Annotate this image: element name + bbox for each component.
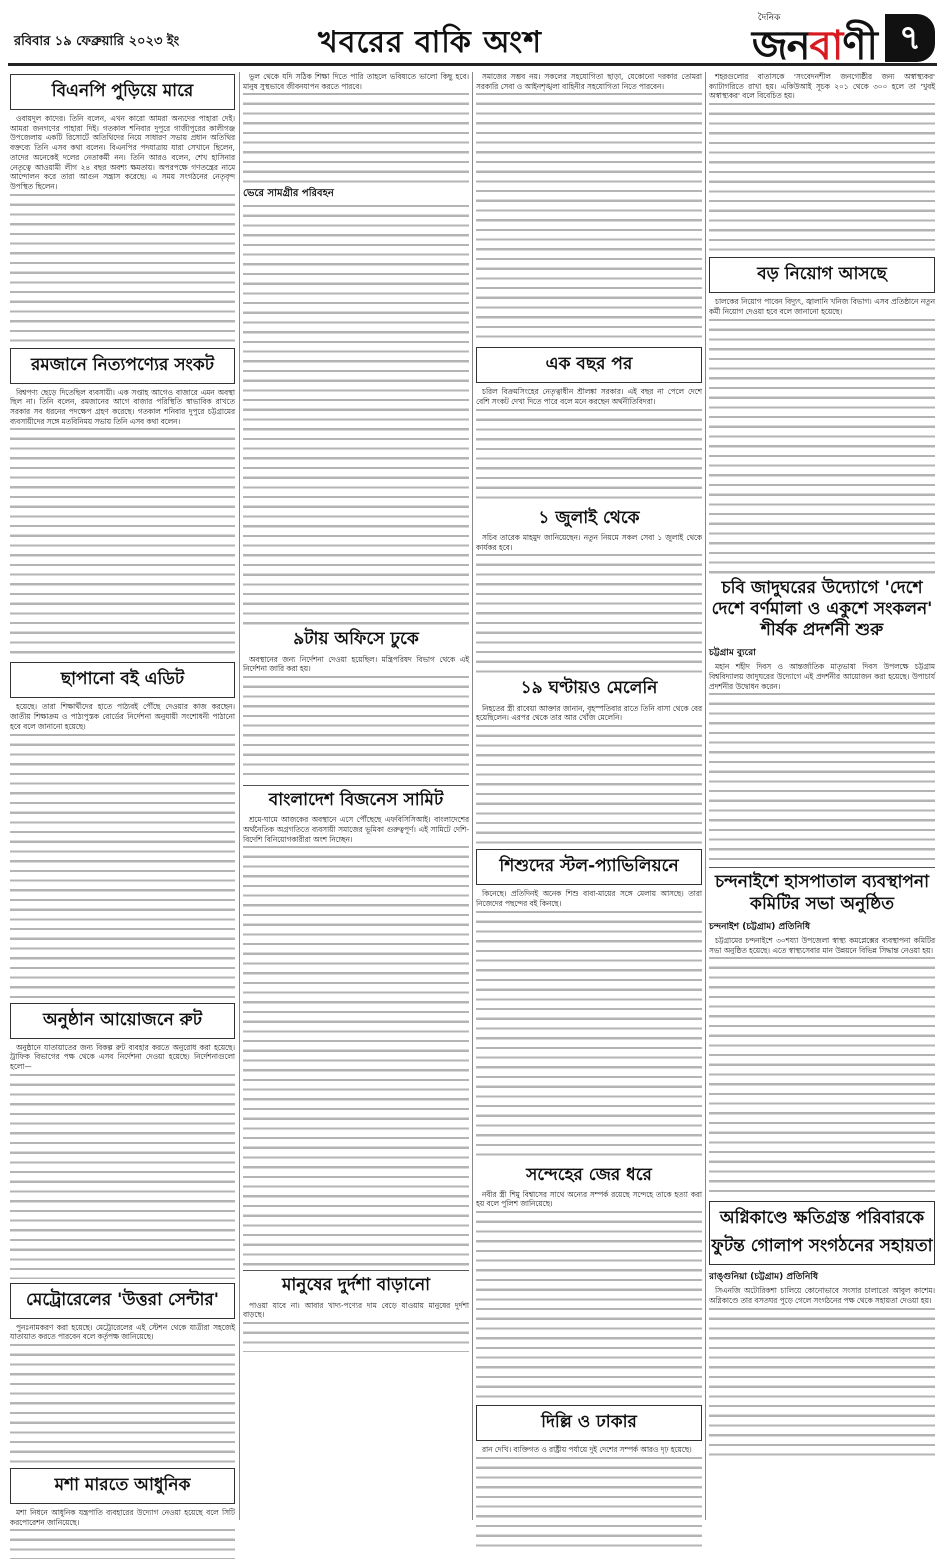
article-body	[10, 1043, 235, 1279]
masthead	[8, 8, 937, 69]
article-body	[709, 662, 935, 863]
article-body	[476, 387, 702, 503]
text-lines	[476, 93, 702, 343]
headline: সন্দেহের জের ধরে	[526, 1164, 652, 1185]
text-lines	[709, 957, 935, 1197]
text-lines	[243, 93, 469, 183]
text-lines	[476, 1211, 702, 1401]
article-summit	[243, 790, 469, 1266]
headline: ছাপানো বই এডিট	[10, 662, 235, 698]
page-number: ৭	[885, 14, 935, 62]
headline: দিল্লি ও ঢাকার	[476, 1405, 702, 1441]
article-july	[476, 508, 702, 675]
headline: অনুষ্ঠান আয়োজনে রুট	[10, 1003, 235, 1039]
byline: চট্টগ্রাম ব্যুরো	[709, 648, 756, 659]
article-body	[10, 114, 235, 344]
column-divider	[239, 72, 240, 1520]
paragraph: পুনঃনামকরণ করা হয়েছে। মেট্রোরেলের এই স্টেশন থেকে যাত্রীরা সহজেই যাতায়াত করতে পারবেন বলে কর্তৃপক্ষ জানিয়েছে।	[10, 1322, 235, 1342]
logo-part-2: ব	[809, 23, 843, 69]
paragraph: রান দেখি। ব্যক্তিগত ও রাষ্ট্রীয় পর্যায়ে দুই দেশের সম্পর্ক আরও দৃঢ় হয়েছে।	[482, 1445, 692, 1455]
text-lines	[10, 1074, 235, 1279]
headline: বড় নিয়োগ আসছে	[709, 257, 935, 293]
article-ramadan	[10, 348, 235, 659]
article-metro	[10, 1283, 235, 1464]
article-continued	[243, 72, 469, 625]
article-misery	[243, 1275, 469, 1352]
text-lines	[476, 725, 702, 845]
headline: ১ জুলাই থেকে	[538, 507, 640, 528]
article-body	[709, 297, 935, 573]
paragraph: হয়েছে। তারা শিক্ষার্থীদের হাতে পাঠ্যবই পৌঁছে দেওয়ার কাজ করছেন। জাতীয় শিক্ষাক্রম ও পাঠ্যপুস্তক বোর্ডের নির্দেশনা অনুযায়ী সংশোধনী পাঠানো হবে বলে জানানো হয়েছে।	[10, 702, 235, 731]
text-lines	[10, 734, 235, 999]
article-body	[10, 1508, 235, 1559]
paragraph: পাওয়া যাবে না। আবার খাদ্য-পণ্যের দাম বেড়ে যাওয়ায় মানুষের দুর্দশা বাড়ছে।	[243, 1300, 469, 1320]
article-body	[243, 815, 469, 1266]
article-continued	[709, 72, 935, 253]
article-body	[709, 936, 935, 1197]
paragraph: শ্রমে-ঘামে আজকের অবস্থানে এসে পৌঁছেছে এফবিসিসিআই। বাংলাদেশের অর্থনৈতিক অগ্রগতিতে ব্যবসায়ী সমাজের ভূমিকা গুরুত্বপূর্ণ। এই সামিটে দেশি-বিদেশি বিনিয়োগকারীরা অংশ নিচ্ছেন।	[243, 815, 469, 844]
paragraph: নবীর স্ত্রী শিমু বিশ্বাসের সাথে অন্যের সম্পর্ক রয়েছে সন্দেহে তাকে হত্যা করা হয় বলে পুলিশ জানিয়েছে।	[476, 1189, 702, 1209]
article-mosquito	[10, 1468, 235, 1559]
divider	[243, 785, 469, 786]
headline: চবি জাদুঘরের উদ্যোগে 'দেশে দেশে বর্ণমালা ও একুশে সংকলন' শীর্ষক প্রদর্শনী শুরু	[711, 577, 933, 641]
paragraph: কিনেছে। প্রতিদিনই অনেক শিশু বাবা-মায়ের সঙ্গে মেলায় আসছে। তারা নিজেদের পছন্দের বই কিনছে।	[476, 889, 702, 908]
divider	[709, 867, 935, 868]
article-body	[10, 388, 235, 659]
text-lines	[10, 1344, 235, 1464]
article-body	[10, 1323, 235, 1464]
article-appointment	[709, 257, 935, 573]
article-fire	[709, 1201, 935, 1457]
headline: মশা মারতে আধুনিক	[10, 1468, 235, 1504]
article-body	[476, 1445, 702, 1547]
newspaper-logo	[752, 10, 877, 67]
text-lines	[709, 1308, 935, 1458]
text-lines	[243, 1322, 469, 1352]
paragraph: সচিব তারেক মাহমুদ জানিয়েছেন। নতুন নিয়মে সকল সেবা ১ জুলাই থেকে কার্যকর হবে।	[476, 533, 702, 552]
text-lines	[476, 911, 702, 1161]
paragraph: মহান শহীদ দিবস ও আন্তর্জাতিক মাতৃভাষা দিবস উপলক্ষে চট্টগ্রাম বিশ্ববিদ্যালয় জাদুঘরের উদ্যোগে এই প্রদর্শনীর আয়োজন করা হয়েছে। উপাচার্য প্রদর্শনীর উদ্বোধন করেন।	[709, 662, 935, 691]
article-nineteen-hours	[476, 678, 702, 845]
paragraph: চালকের নিয়োগ পাবেন বিদ্যুৎ, জ্বালানি খনিজ বিভাগ। এসব প্রতিষ্ঠানে নতুন কর্মী নিয়োগ দেওয়া হবে বলে জানানো হয়েছে।	[709, 297, 935, 316]
article-hospital	[709, 872, 935, 1197]
headline: শিশুদের স্টল-প্যাভিলিয়নে	[476, 849, 702, 885]
text-lines	[243, 205, 469, 625]
article-one-year	[476, 347, 702, 503]
paragraph: ভুল থেকে যদি সঠিক শিক্ষা দিতে পারি তাহলে ভবিষ্যতে ভালো কিছু হবে। মানুষ সুস্থভাবে জীবনযাপন করতে পারবে।	[243, 72, 469, 91]
article-body	[476, 533, 702, 674]
text-lines	[243, 846, 469, 1266]
headline: মানুষের দুর্দশা বাড়ানো	[281, 1275, 431, 1296]
logo-part-3: াণী	[842, 23, 877, 69]
article-body	[476, 1190, 702, 1401]
article-museum	[709, 578, 935, 864]
article-body	[476, 72, 702, 343]
article-body	[243, 205, 469, 625]
article-body	[10, 702, 235, 998]
headline: বিএনপি পুড়িয়ে মারে	[10, 74, 235, 110]
article-program	[10, 1003, 235, 1279]
column-1	[10, 72, 235, 1527]
headline: অগ্নিকাণ্ডে ক্ষতিগ্রস্ত পরিবারকে ফুটন্ত গোলাপ সংগঠনের সহায়তা	[709, 1201, 935, 1265]
headline: রমজানে নিত্যপণ্যের সংকট	[10, 348, 235, 384]
text-lines	[476, 554, 702, 674]
headline: বাংলাদেশ বিজনেস সামিট	[268, 790, 444, 811]
logo-wordmark	[752, 23, 877, 69]
paragraph: সিএনজি অটোরিকশা চালিয়ে কোনোভাবে সংসার চালাতো আবুল কাশেম। অগ্নিকাণ্ডে তার বসতঘর পুড়ে গেলে সংগঠনের পক্ষ থেকে সহায়তা দেওয়া হয়।	[709, 1286, 935, 1305]
article-office	[243, 629, 469, 781]
paragraph: মশা নিধনে আধুনিক যন্ত্রপাতি ব্যবহারের উদ্যোগ নেওয়া হয়েছে বলে সিটি করপোরেশন জানিয়েছে।	[10, 1508, 235, 1527]
article-body	[243, 1301, 469, 1352]
byline: রাঙ্গুনিয়া (চট্টগ্রাম) প্রতিনিধি	[709, 1272, 818, 1283]
text-lines	[709, 693, 935, 863]
article-body	[243, 72, 469, 183]
article-bnp	[10, 74, 235, 344]
paragraph: বিশ্বপণ্য ছেড়ে দিতেছিল ব্যবসায়ী। এক সপ্তাহ আগেও বাজারে এমন অবস্থা ছিল না। তিনি বলেন, রমজানের আগে বাজার পরিস্থিতি স্বাভাবিক রাখতে সরকার সব ধরনের পদক্ষেপ গ্রহণ করেছে। গতকাল শনিবার দুপুরে চট্টগ্রামের ব্যবসায়ীদের সঙ্গে মতবিনিময় সভায় তিনি এসব কথা বলেন।	[10, 387, 235, 426]
paragraph: চট্টগ্রামের চন্দনাইশে ৩০শয্যা উপজেলা স্বাস্থ্য কমপ্লেক্সের ব্যবস্থাপনা কমিটির সভা অনুষ্ঠিত হয়েছে। এতে স্বাস্থ্যসেবার মান উন্নয়নে বিভিন্ন সিদ্ধান্ত নেওয়া হয়।	[709, 935, 935, 955]
section-title: খবরের বাকি অংশ	[318, 25, 542, 60]
paragraph: নিহতের স্ত্রী রাবেয়া আক্তার জানান, বৃহস্পতিবার রাতে তিনি বাসা থেকে বের হয়েছিলেন। এরপর থেকে তার আর খোঁজ মেলেনি।	[476, 703, 702, 723]
paragraph: চরিল বিক্রমসিংহের নেতৃত্বাধীন শ্রীলঙ্কা সরকার। এই বছর না পেলে দেশে বেশি সংকট দেখা দিতে পারে বলে মনে করছেন অর্থনীতিবিদরা।	[476, 387, 702, 407]
headline: ৯টায় অফিসে ঢুকে	[293, 629, 419, 650]
article-delhi-dhaka	[476, 1405, 702, 1547]
paragraph: শহরগুলোর বাতাসকে 'সংবেদনশীল জনগোষ্ঠীর জন্য অস্বাস্থ্যকর' ক্যাটাগরিতে রাখা হয়। একিউআই সূচক ২০১ থেকে ৩০০ হলে তা 'খুবই অস্বাস্থ্যকর' বলে বিবেচিত হয়।	[709, 72, 935, 101]
divider	[243, 1270, 469, 1271]
headline: মেট্রোরেলের 'উত্তরা সেন্টার'	[10, 1283, 235, 1319]
article-continued	[476, 72, 702, 343]
paragraph: অনুষ্ঠানে যাতায়াতের জন্য বিকল্প রুট ব্যবহার করতে অনুরোধ করা হয়েছে। ট্রাফিক বিভাগের পক্ষ থেকে এসব নির্দেশনা দেওয়া হয়েছে। নির্দেশনাগুলো হলো—	[10, 1042, 235, 1071]
text-lines	[10, 1529, 235, 1559]
article-body	[476, 889, 702, 1160]
article-body	[709, 1286, 935, 1457]
text-lines	[709, 103, 935, 253]
subheading: ভেরে সামগ্রীর পরিবহন	[243, 188, 334, 200]
text-lines	[476, 409, 702, 504]
article-books	[10, 662, 235, 998]
column-2	[243, 72, 469, 1520]
article-doubt	[476, 1165, 702, 1402]
logo-small-text: দৈনিক	[757, 13, 781, 23]
article-body	[709, 72, 935, 253]
text-lines	[243, 676, 469, 781]
text-lines	[709, 319, 935, 574]
headline: চন্দনাইশে হাসপাতাল ব্যবস্থাপনা কমিটির সভা অনুষ্ঠিত	[714, 872, 930, 914]
column-3	[476, 72, 702, 1520]
issue-date: রবিবার ১৯ ফেব্রুয়ারি ২০২৩ ইং	[14, 34, 180, 49]
headline: এক বছর পর	[476, 347, 702, 383]
text-lines	[10, 194, 235, 344]
article-body	[476, 704, 702, 845]
paragraph: অবস্থানের জন্য নির্দেশনা দেওয়া হয়েছিল। মন্ত্রিপরিষদ বিভাগ থেকে এই নির্দেশনা জারি করা হয়।	[243, 654, 469, 674]
column-divider	[705, 72, 706, 1520]
logo-part-1: জন	[751, 23, 810, 69]
article-kids	[476, 849, 702, 1160]
article-body	[243, 655, 469, 781]
text-lines	[10, 428, 235, 658]
paragraph: সমাজের সম্ভব নয়। সকলের সহযোগিতা ছাড়া, যেকোনো দরকার তোমরা সরকারি সেবা ও আইনশৃঙ্খলা বাহিনীর সহযোগিতা নিতে পারবেন।	[476, 72, 702, 91]
headline: ১৯ ঘণ্টায়ও মেলেনি	[520, 678, 658, 699]
column-4	[709, 72, 935, 1520]
paragraph: ওবায়দুল কাদের। তিনি বলেন, এখন কারো আমরা অন্যদের পাহারা দেই। আমরা জনগণের পাহারা দিই। গতকাল শনিবার দুপুরে গাজীপুরের কালীগঞ্জ উপজেলায় একটি রিসোর্টে অতিথিদের নিয়ে সাধারণ সভায় প্রধান অতিথির বক্তব্যে তিনি এসব কথা বলেন। বিএনপির পদযাত্রায় যারা সেখানে ছিলেন, তাদের অনেকেই দলের নেতাকর্মী নন। তিনি আরও বলেন, শেখ হাসিনার নেতৃত্বে আওয়ামী লীগ ২৪ বছর অবশ্য ক্ষমতায়। অপরপক্ষে গণতন্ত্রের নামে আন্দোলন করে তারা আগুন সন্ত্রাস করেছে। এ সময় সংগঠনের নেতৃবৃন্দ উপস্থিত ছিলেন।	[10, 114, 235, 191]
column-divider	[472, 72, 473, 1520]
byline: চন্দনাইশ (চট্টগ্রাম) প্রতিনিধি	[709, 921, 811, 932]
text-lines	[476, 1457, 702, 1547]
